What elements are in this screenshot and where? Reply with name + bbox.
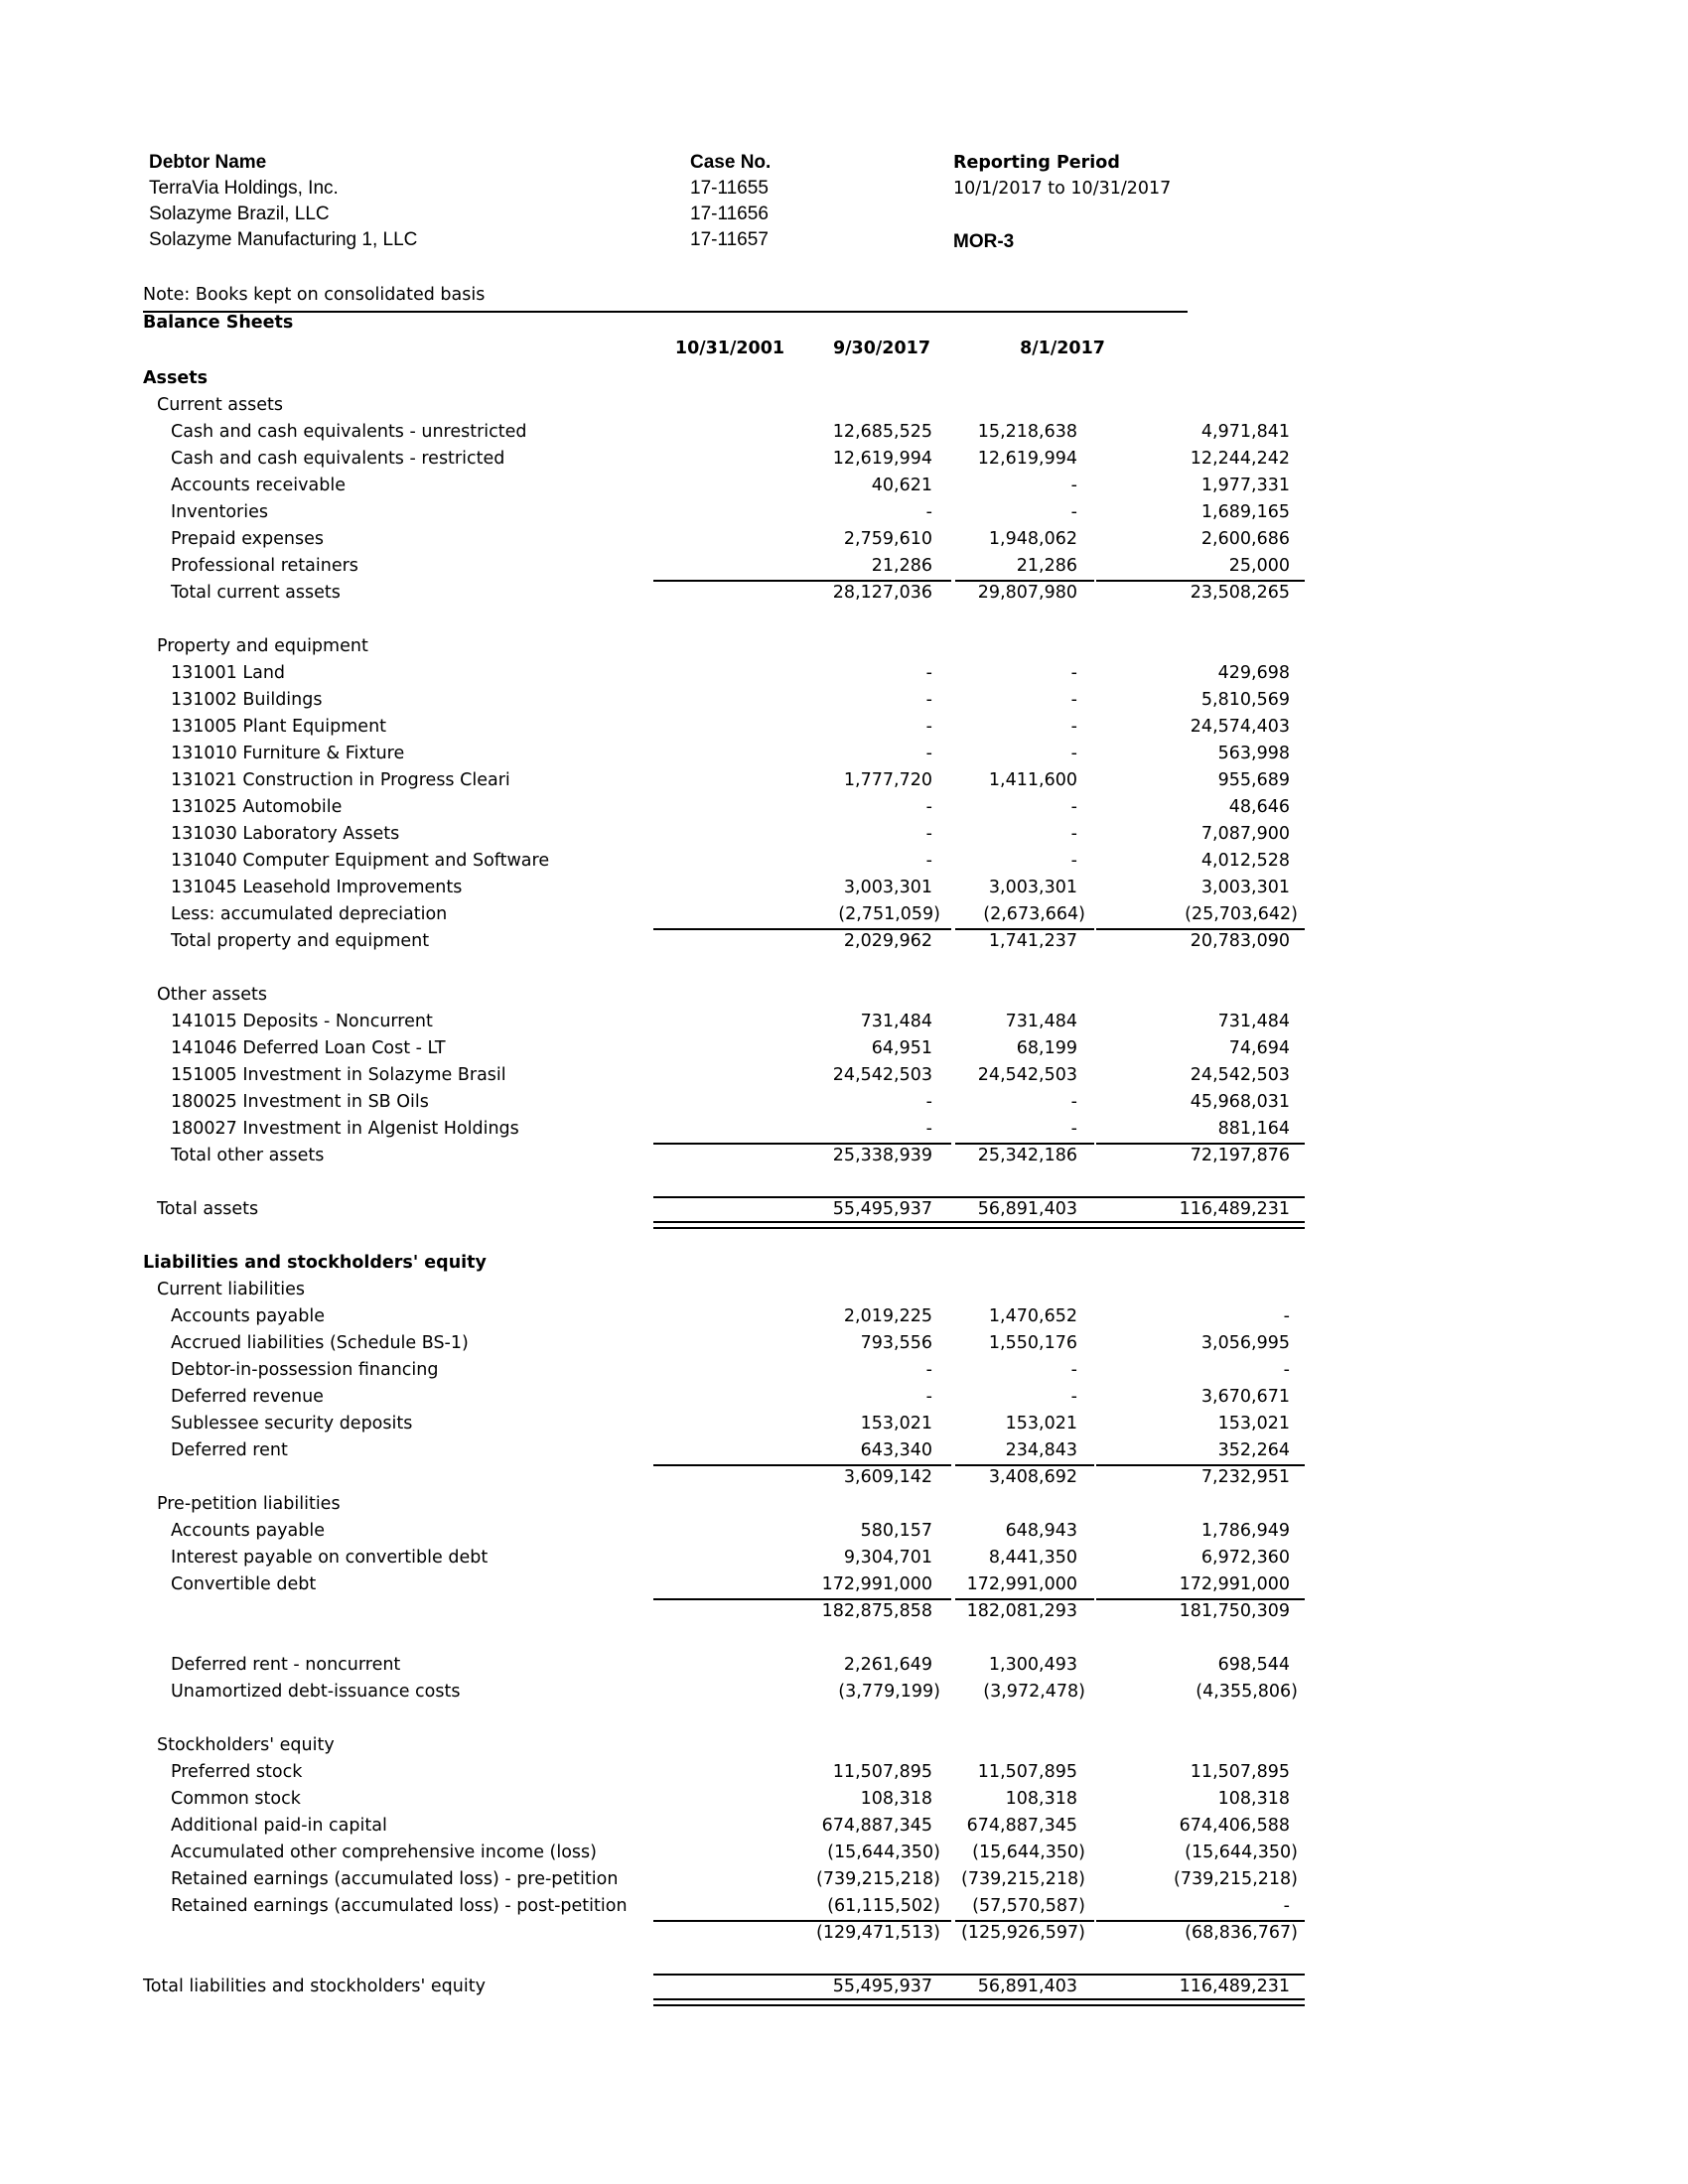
period-block: [953, 150, 1171, 202]
cell-value: 25,342,186: [977, 1146, 1077, 1165]
cell-value: -: [1070, 502, 1077, 522]
row-label: Convertible debt: [171, 1574, 317, 1594]
subtotal-rule: [653, 928, 951, 930]
cell-value: (3,972,478): [983, 1682, 1085, 1702]
row-label: 131001 Land: [171, 663, 286, 683]
section-heading: [143, 1250, 1196, 1277]
subtotal-rule: [955, 580, 1094, 582]
table-row: [143, 1089, 1290, 1116]
table-row: [143, 1062, 1290, 1089]
cell-value: 40,621: [871, 476, 932, 495]
row-label: Prepaid expenses: [171, 529, 324, 549]
case-number: 17-11655: [690, 178, 769, 199]
cell-value: 108,318: [1217, 1789, 1290, 1809]
cell-value: 12,685,525: [832, 422, 932, 442]
cell-value: 1,470,652: [988, 1306, 1077, 1326]
cell-value: 731,484: [1005, 1012, 1077, 1031]
total-rule: [653, 1196, 1305, 1198]
cell-value: 3,003,301: [843, 878, 932, 897]
row-label: Total other assets: [171, 1146, 325, 1165]
case-title: Case No.: [690, 152, 772, 173]
cell-value: 352,264: [1217, 1440, 1290, 1460]
row-label: Other assets: [157, 985, 267, 1005]
row-label: Deferred rent - noncurrent: [171, 1655, 401, 1675]
cell-value: (25,703,642): [1185, 904, 1298, 924]
cell-value: 2,600,686: [1200, 529, 1290, 549]
subtotal-rule: [955, 928, 1094, 930]
cell-value: 74,694: [1228, 1038, 1290, 1058]
row-label: Less: accumulated depreciation: [171, 904, 448, 924]
row-label: Liabilities and stockholders' equity: [143, 1253, 487, 1273]
spacer-row: [143, 1625, 1196, 1652]
cell-value: -: [1070, 663, 1077, 683]
table-row: [143, 1759, 1290, 1786]
column-header: 9/30/2017: [832, 339, 931, 358]
spacer-row: [143, 1706, 1196, 1732]
row-label: Total current assets: [171, 583, 341, 603]
row-label: Interest payable on convertible debt: [171, 1548, 489, 1568]
subtotal-rule: [653, 1464, 951, 1466]
table-row: [143, 714, 1290, 741]
subtotal-rule: [653, 1598, 951, 1600]
table-row: [143, 1866, 1298, 1893]
table-row: [143, 928, 1290, 955]
spacer-row: [143, 1223, 1196, 1250]
cell-value: 4,012,528: [1200, 851, 1290, 871]
column-header: 10/31/2001: [674, 339, 785, 358]
table-row: [143, 1411, 1290, 1437]
cell-value: 4,971,841: [1200, 422, 1290, 442]
row-label: Current assets: [157, 395, 283, 415]
cell-value: -: [925, 824, 932, 844]
table-row: [143, 1974, 1290, 2000]
cell-value: 1,411,600: [988, 770, 1077, 790]
cell-value: 12,619,994: [832, 449, 932, 469]
cell-value: 24,542,503: [832, 1065, 932, 1085]
cell-value: -: [1070, 1119, 1077, 1139]
table-row: [143, 1571, 1290, 1598]
cell-value: 24,542,503: [977, 1065, 1077, 1085]
cell-value: 674,887,345: [821, 1816, 932, 1836]
debtor-title: Debtor Name: [149, 152, 267, 173]
cell-value: 429,698: [1217, 663, 1290, 683]
cell-value: (68,836,767): [1185, 1923, 1298, 1943]
cell-value: (3,779,199): [838, 1682, 940, 1702]
grand-total-double-rule: [653, 1998, 1305, 2006]
cell-value: 48,646: [1228, 797, 1290, 817]
cell-value: -: [925, 851, 932, 871]
cell-value: 25,338,939: [832, 1146, 932, 1165]
table-row: [143, 1464, 1290, 1491]
cell-value: 793,556: [860, 1333, 932, 1353]
cell-value: 674,887,345: [966, 1816, 1077, 1836]
table-row: [143, 1920, 1298, 1947]
cell-value: 172,991,000: [966, 1574, 1077, 1594]
cell-value: -: [1070, 851, 1077, 871]
subtotal-rule: [955, 1920, 1094, 1922]
cell-value: 1,948,062: [988, 529, 1077, 549]
table-row: [143, 1518, 1290, 1545]
row-label: 131045 Leasehold Improvements: [171, 878, 463, 897]
cell-value: -: [925, 663, 932, 683]
table-row: [143, 1357, 1290, 1384]
case-block: [690, 150, 771, 253]
row-label: 141015 Deposits - Noncurrent: [171, 1012, 433, 1031]
cell-value: -: [925, 1092, 932, 1112]
subtotal-rule: [653, 580, 951, 582]
cell-value: (739,215,218): [961, 1869, 1085, 1889]
cell-value: 580,157: [860, 1521, 932, 1541]
row-label: 131005 Plant Equipment: [171, 717, 387, 737]
row-label: Accrued liabilities (Schedule BS-1): [171, 1333, 469, 1353]
row-label: Accounts payable: [171, 1306, 325, 1326]
cell-value: 21,286: [1016, 556, 1077, 576]
cell-value: 72,197,876: [1190, 1146, 1290, 1165]
table-row: [143, 1813, 1290, 1840]
row-label: Cash and cash equivalents - unrestricted: [171, 422, 527, 442]
cell-value: 172,991,000: [1179, 1574, 1290, 1594]
cell-value: (2,751,059): [838, 904, 940, 924]
cell-value: 11,507,895: [832, 1762, 932, 1782]
cell-value: 643,340: [860, 1440, 932, 1460]
cell-value: -: [925, 502, 932, 522]
cell-value: 731,484: [860, 1012, 932, 1031]
debtor-name: Solazyme Manufacturing 1, LLC: [149, 229, 418, 250]
cell-value: 55,495,937: [832, 1977, 932, 1996]
cell-value: 64,951: [871, 1038, 932, 1058]
row-label: Accounts receivable: [171, 476, 346, 495]
section-heading: [143, 1277, 1196, 1303]
cell-value: 2,019,225: [843, 1306, 932, 1326]
row-label: Assets: [143, 368, 209, 388]
cell-value: 11,507,895: [977, 1762, 1077, 1782]
cell-value: 955,689: [1217, 770, 1290, 790]
table-row: [143, 526, 1290, 553]
row-label: Debtor-in-possession financing: [171, 1360, 439, 1380]
cell-value: -: [1070, 824, 1077, 844]
cell-value: 15,218,638: [977, 422, 1077, 442]
row-label: 131002 Buildings: [171, 690, 323, 710]
cell-value: -: [925, 1387, 932, 1407]
table-row: [143, 473, 1290, 499]
row-label: Property and equipment: [157, 636, 368, 656]
cell-value: 1,977,331: [1200, 476, 1290, 495]
row-label: Common stock: [171, 1789, 301, 1809]
table-row: [143, 687, 1290, 714]
cell-value: 8,441,350: [988, 1548, 1077, 1568]
table-row: [143, 553, 1290, 580]
cell-value: 731,484: [1217, 1012, 1290, 1031]
column-header: 8/1/2017: [1020, 339, 1105, 358]
cell-value: 153,021: [860, 1414, 932, 1433]
cell-value: 28,127,036: [832, 583, 932, 603]
cell-value: 674,406,588: [1179, 1816, 1290, 1836]
spacer-row: [143, 955, 1196, 982]
row-label: 131010 Furniture & Fixture: [171, 744, 405, 763]
period-title: Reporting Period: [953, 153, 1120, 173]
row-label: 131025 Automobile: [171, 797, 343, 817]
row-label: 180027 Investment in Algenist Holdings: [171, 1119, 519, 1139]
cell-value: 25,000: [1228, 556, 1290, 576]
table-row: [143, 821, 1290, 848]
cell-value: (57,570,587): [972, 1896, 1085, 1916]
row-label: Deferred revenue: [171, 1387, 324, 1407]
table-row: [143, 1840, 1298, 1866]
cell-value: 9,304,701: [843, 1548, 932, 1568]
row-label: 180025 Investment in SB Oils: [171, 1092, 429, 1112]
cell-value: (125,926,597): [961, 1923, 1085, 1943]
subtotal-rule: [955, 1464, 1094, 1466]
spacer-row: [143, 1947, 1196, 1974]
subtotal-rule: [1096, 928, 1305, 930]
cell-value: 181,750,309: [1179, 1601, 1290, 1621]
cell-value: 3,670,671: [1200, 1387, 1290, 1407]
table-row: [143, 1196, 1290, 1223]
sheet-title: Balance Sheets: [143, 313, 294, 333]
cell-value: 5,810,569: [1200, 690, 1290, 710]
cell-value: 21,286: [871, 556, 932, 576]
cell-value: 108,318: [1005, 1789, 1077, 1809]
note-text: Note: Books kept on consolidated basis: [143, 285, 486, 305]
subtotal-rule: [653, 1143, 951, 1145]
cell-value: 24,542,503: [1190, 1065, 1290, 1085]
cell-value: 12,619,994: [977, 449, 1077, 469]
table-row: [143, 446, 1290, 473]
header-divider: [143, 311, 1188, 313]
row-label: Inventories: [171, 502, 268, 522]
table-row: [143, 1009, 1290, 1035]
row-label: Unamortized debt-issuance costs: [171, 1682, 461, 1702]
cell-value: -: [1070, 744, 1077, 763]
table-row: [143, 1330, 1290, 1357]
cell-value: (739,215,218): [1174, 1869, 1298, 1889]
row-label: Sublessee security deposits: [171, 1414, 413, 1433]
table-row: [143, 1598, 1290, 1625]
cell-value: 234,843: [1005, 1440, 1077, 1460]
table-row: [143, 1143, 1290, 1169]
total-rule: [653, 1974, 1305, 1976]
section-heading: [143, 982, 1196, 1009]
row-label: Pre-petition liabilities: [157, 1494, 341, 1514]
cell-value: 20,783,090: [1190, 931, 1290, 951]
cell-value: 153,021: [1217, 1414, 1290, 1433]
subtotal-rule: [955, 1598, 1094, 1600]
cell-value: 881,164: [1217, 1119, 1290, 1139]
subtotal-rule: [1096, 1143, 1305, 1145]
cell-value: 2,759,610: [843, 529, 932, 549]
subtotal-rule: [653, 1920, 951, 1922]
row-label: Total assets: [157, 1199, 259, 1219]
table-row: [143, 1437, 1290, 1464]
cell-value: -: [925, 1119, 932, 1139]
table-row: [143, 794, 1290, 821]
row-label: 131040 Computer Equipment and Software: [171, 851, 550, 871]
table-row: [143, 741, 1290, 767]
cell-value: -: [925, 797, 932, 817]
cell-value: 29,807,980: [977, 583, 1077, 603]
cell-value: -: [1283, 1360, 1290, 1380]
cell-value: 1,777,720: [843, 770, 932, 790]
subtotal-rule: [1096, 1598, 1305, 1600]
cell-value: 7,232,951: [1200, 1467, 1290, 1487]
row-label: Preferred stock: [171, 1762, 303, 1782]
section-heading: [143, 1491, 1196, 1518]
spacer-row: [143, 1169, 1196, 1196]
cell-value: 3,056,995: [1200, 1333, 1290, 1353]
cell-value: 1,550,176: [988, 1333, 1077, 1353]
table-row: [143, 1116, 1290, 1143]
subtotal-rule: [1096, 580, 1305, 582]
row-label: Accounts payable: [171, 1521, 325, 1541]
cell-value: 2,029,962: [843, 931, 932, 951]
cell-value: 182,081,293: [966, 1601, 1077, 1621]
row-label: Retained earnings (accumulated loss) - pre-petition: [171, 1869, 619, 1889]
cell-value: -: [1070, 1360, 1077, 1380]
subtotal-rule: [1096, 1464, 1305, 1466]
row-label: 131030 Laboratory Assets: [171, 824, 400, 844]
subtotal-rule: [1096, 1920, 1305, 1922]
table-row: [143, 1035, 1290, 1062]
cell-value: 116,489,231: [1179, 1977, 1290, 1996]
section-heading: [143, 392, 1196, 419]
table-row: [143, 901, 1298, 928]
cell-value: (61,115,502): [827, 1896, 940, 1916]
row-label: Professional retainers: [171, 556, 358, 576]
cell-value: -: [1070, 690, 1077, 710]
row-label: Retained earnings (accumulated loss) - post-petition: [171, 1896, 628, 1916]
cell-value: 11,507,895: [1190, 1762, 1290, 1782]
row-label: Cash and cash equivalents - restricted: [171, 449, 505, 469]
table-row: [143, 660, 1290, 687]
cell-value: -: [925, 744, 932, 763]
table-row: [143, 580, 1290, 607]
cell-value: 56,891,403: [977, 1977, 1077, 1996]
cell-value: 153,021: [1005, 1414, 1077, 1433]
cell-value: 172,991,000: [821, 1574, 932, 1594]
period-value: 10/1/2017 to 10/31/2017: [953, 179, 1172, 199]
cell-value: -: [925, 1360, 932, 1380]
cell-value: 23,508,265: [1190, 583, 1290, 603]
cell-value: 1,786,949: [1200, 1521, 1290, 1541]
cell-value: 55,495,937: [832, 1199, 932, 1219]
table-row: [143, 1786, 1290, 1813]
cell-value: (15,644,350): [1185, 1843, 1298, 1862]
cell-value: 6,972,360: [1200, 1548, 1290, 1568]
cell-value: 563,998: [1217, 744, 1290, 763]
cell-value: -: [925, 717, 932, 737]
cell-value: 2,261,649: [843, 1655, 932, 1675]
row-label: Accumulated other comprehensive income (loss): [171, 1843, 597, 1862]
cell-value: 648,943: [1005, 1521, 1077, 1541]
cell-value: -: [925, 690, 932, 710]
table-row: [143, 419, 1290, 446]
table-row: [143, 499, 1290, 526]
row-label: Total liabilities and stockholders' equity: [143, 1977, 486, 1996]
section-heading: [143, 365, 1196, 392]
table-row: [143, 875, 1290, 901]
spacer-row: [143, 607, 1196, 633]
cell-value: 182,875,858: [821, 1601, 932, 1621]
cell-value: 3,408,692: [988, 1467, 1077, 1487]
row-label: Stockholders' equity: [157, 1735, 335, 1755]
debtor-name: Solazyme Brazil, LLC: [149, 204, 330, 224]
cell-value: 3,003,301: [988, 878, 1077, 897]
cell-value: (15,644,350): [827, 1843, 940, 1862]
cell-value: 7,087,900: [1200, 824, 1290, 844]
cell-value: -: [1070, 1092, 1077, 1112]
cell-value: -: [1070, 476, 1077, 495]
row-label: 151005 Investment in Solazyme Brasil: [171, 1065, 506, 1085]
table-row: [143, 1545, 1290, 1571]
cell-value: -: [1070, 1387, 1077, 1407]
cell-value: 108,318: [860, 1789, 932, 1809]
cell-value: (739,215,218): [816, 1869, 940, 1889]
row-label: Additional paid-in capital: [171, 1816, 387, 1836]
balance-sheet-table: [143, 365, 1298, 2000]
cell-value: 1,300,493: [988, 1655, 1077, 1675]
cell-value: 3,609,142: [843, 1467, 932, 1487]
table-row: [143, 1303, 1290, 1330]
debtor-block: [149, 150, 417, 253]
cell-value: 1,689,165: [1200, 502, 1290, 522]
cell-value: 24,574,403: [1190, 717, 1290, 737]
cell-value: -: [1283, 1896, 1290, 1916]
cell-value: 68,199: [1016, 1038, 1077, 1058]
table-row: [143, 1384, 1290, 1411]
cell-value: (15,644,350): [972, 1843, 1085, 1862]
cell-value: 3,003,301: [1200, 878, 1290, 897]
table-row: [143, 1679, 1298, 1706]
cell-value: 698,544: [1217, 1655, 1290, 1675]
form-code: MOR-3: [953, 231, 1015, 252]
section-heading: [143, 633, 1196, 660]
row-label: Deferred rent: [171, 1440, 288, 1460]
subtotal-rule: [955, 1143, 1094, 1145]
table-row: [143, 848, 1290, 875]
row-label: 131021 Construction in Progress Cleari: [171, 770, 510, 790]
cell-value: (2,673,664): [983, 904, 1085, 924]
table-row: [143, 1893, 1290, 1920]
section-heading: [143, 1732, 1196, 1759]
cell-value: 12,244,242: [1190, 449, 1290, 469]
table-row: [143, 767, 1290, 794]
row-label: 141046 Deferred Loan Cost - LT: [171, 1038, 446, 1058]
case-number: 17-11656: [690, 204, 769, 224]
row-label: Current liabilities: [157, 1280, 306, 1299]
cell-value: -: [1070, 717, 1077, 737]
cell-value: 116,489,231: [1179, 1199, 1290, 1219]
cell-value: -: [1070, 797, 1077, 817]
case-number: 17-11657: [690, 229, 769, 250]
cell-value: (129,471,513): [816, 1923, 940, 1943]
row-label: Total property and equipment: [171, 931, 430, 951]
cell-value: 45,968,031: [1190, 1092, 1290, 1112]
cell-value: -: [1283, 1306, 1290, 1326]
cell-value: (4,355,806): [1196, 1682, 1298, 1702]
cell-value: 1,741,237: [988, 931, 1077, 951]
table-row: [143, 1652, 1290, 1679]
cell-value: 56,891,403: [977, 1199, 1077, 1219]
debtor-name: TerraVia Holdings, Inc.: [149, 178, 339, 199]
